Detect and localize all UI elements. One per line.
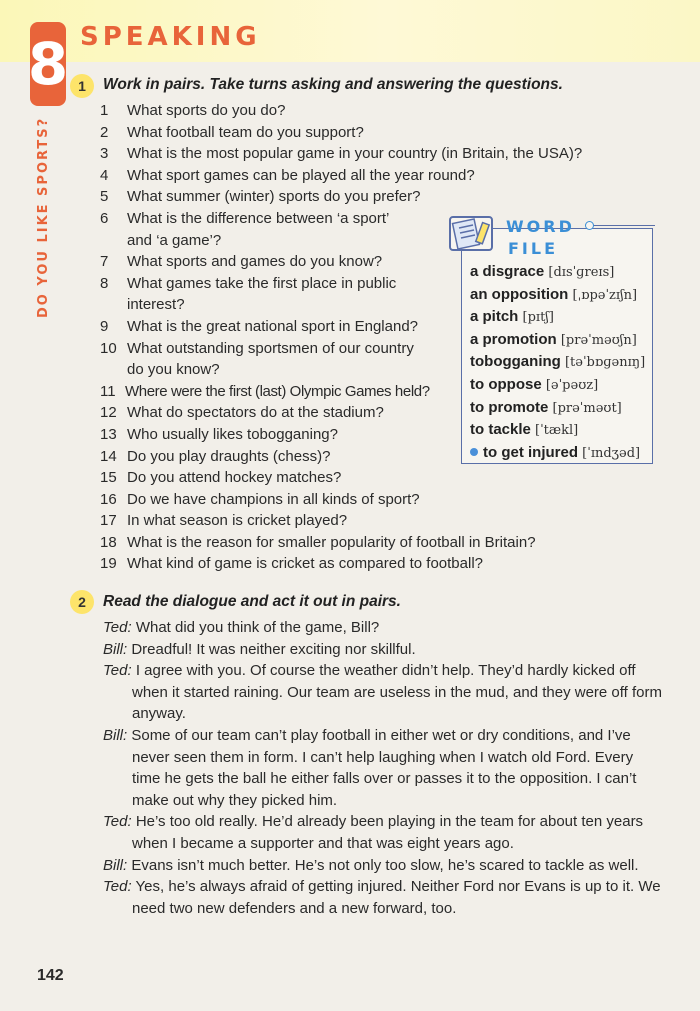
question-text: What sport games can be played all the year round?	[127, 166, 475, 184]
word-file-entry	[470, 284, 652, 307]
dialogue-turn	[103, 811, 663, 854]
word: a disgrace	[470, 263, 545, 280]
question-text: What is the reason for smaller popularity of football in Britain?	[127, 533, 536, 551]
list-item	[100, 510, 640, 532]
word: tobogganing	[470, 353, 561, 371]
word: to get injured	[483, 443, 578, 461]
question-number: 13	[100, 425, 117, 443]
word: a promotion	[470, 330, 557, 348]
list-item	[100, 532, 640, 554]
word-file-box	[461, 228, 653, 464]
dialogue	[103, 617, 663, 919]
question-number: 1	[100, 102, 109, 119]
section-title: SPEAKING	[80, 22, 261, 52]
list-item	[100, 467, 640, 489]
page-number: 142	[37, 967, 64, 984]
list-item	[100, 489, 640, 511]
word-file-dot	[585, 221, 594, 230]
question-text: Do you play draughts (chess)?	[127, 447, 331, 465]
question-text: What football team do you support?	[127, 123, 364, 141]
question-number: 7	[100, 253, 109, 271]
question-number: 6	[100, 209, 109, 227]
question-number: 15	[100, 469, 117, 487]
notebook-icon	[447, 213, 495, 253]
list-item	[100, 100, 640, 122]
dialogue-turn	[103, 639, 663, 661]
line-text: Some of our team can’t play football in either wet or dry conditions, and I’ve never seen them in form. I can’t help laughing when I watch old Ford. Every time he gets the ball he either falls over or passes it to the opposition. I can’t make out why they picked him.	[131, 726, 637, 809]
question-text: What is the most popular game in your country (in Britain, the USA)?	[127, 145, 583, 163]
speaker: Ted:	[103, 662, 132, 680]
speaker: Bill:	[103, 726, 128, 744]
pronunciation: [dɪsˈɡreɪs]	[548, 265, 615, 280]
question-text: What is the great national sport in England?	[127, 317, 419, 335]
question-number: 10	[100, 339, 117, 357]
line-text: I agree with you. Of course the weather didn’t help. They’d hardly kicked off when it started raining. Our team are useless in the mud, and they were off form anyway.	[132, 662, 662, 723]
word-file-rule	[589, 225, 655, 226]
task-2-badge: 2	[70, 590, 94, 614]
list-item	[100, 553, 640, 575]
word-file-entry	[470, 419, 652, 442]
question-text: What sports and games do you know?	[127, 253, 383, 271]
word: an opposition	[470, 285, 569, 303]
question-text: What sports do you do?	[127, 102, 286, 119]
task-2-title: Read the dialogue and act it out in pairs.	[103, 593, 401, 610]
pronunciation: [ˈɪndʒəd]	[582, 445, 641, 461]
pronunciation: [ˈtækl]	[535, 423, 579, 439]
speaker: Ted:	[103, 619, 132, 636]
word-file-entry	[470, 351, 652, 374]
list-item	[100, 165, 640, 187]
question-number: 2	[100, 123, 109, 141]
question-text: Do we have champions in all kinds of sport?	[127, 490, 420, 508]
pronunciation: [təˈbɒɡənɪŋ]	[564, 355, 646, 371]
question-text: Do you attend hockey matches?	[127, 469, 342, 487]
word: to tackle	[470, 421, 531, 439]
dialogue-turn	[103, 660, 663, 725]
question-number: 11	[100, 382, 116, 400]
question-number: 3	[100, 145, 109, 163]
question-number: 12	[100, 404, 117, 422]
line-text: What did you think of the game, Bill?	[135, 619, 380, 636]
word-file-entry	[470, 442, 652, 465]
speaker: Ted:	[103, 813, 132, 831]
task-1-badge: 1	[70, 74, 94, 98]
dialogue-turn	[103, 725, 663, 811]
list-item	[100, 143, 640, 165]
word: a pitch	[470, 308, 519, 326]
pronunciation: [pɪtʃ]	[522, 310, 554, 326]
question-text: What summer (winter) sports do you prefer?	[127, 188, 421, 206]
pronunciation: [prəˈməʊʃn]	[560, 332, 637, 348]
bullet-icon	[470, 448, 478, 456]
speaker: Bill:	[103, 640, 128, 658]
word-file-title: WORD FILE	[506, 217, 575, 258]
question-number: 16	[100, 490, 117, 508]
word-file-entry	[470, 329, 652, 352]
speaker: Ted:	[103, 878, 132, 896]
question-number: 5	[100, 188, 109, 206]
question-number: 14	[100, 447, 117, 465]
question-text: What games take the first place in public interest?	[127, 274, 397, 314]
pronunciation: [əˈpəʊz]	[545, 377, 599, 393]
speaker: Bill:	[103, 856, 128, 874]
dialogue-turn	[103, 617, 663, 639]
list-item	[100, 186, 640, 208]
pronunciation: [ˌɒpəˈzɪʃn]	[572, 287, 638, 303]
line-text: Yes, he’s always afraid of getting injured. Neither Ford nor Evans is up to it. We need two new defenders and a new forward, too.	[132, 878, 661, 917]
question-number: 4	[100, 166, 109, 184]
line-text: He’s too old really. He’d already been playing in the team for about ten years when I became a supporter and that was eight years ago.	[132, 813, 644, 852]
question-text: What is the difference between ‘a sport’ and ‘a game’?	[127, 209, 390, 249]
question-number: 17	[100, 512, 117, 530]
side-label: DO YOU LIKE SPORTS?	[36, 116, 51, 318]
question-text: What do spectators do at the stadium?	[127, 404, 384, 422]
question-number: 19	[100, 555, 117, 573]
word: to oppose	[470, 375, 542, 393]
word-file-entry	[470, 374, 652, 397]
word: to promote	[470, 398, 549, 416]
task-1-title: Work in pairs. Take turns asking and answering the questions.	[103, 76, 563, 93]
question-text: In what season is cricket played?	[127, 512, 348, 530]
question-text: Where were the first (last) Olympic Games held?	[125, 382, 430, 400]
question-number: 8	[100, 274, 109, 292]
dialogue-turn	[103, 876, 663, 919]
question-number: 9	[100, 317, 109, 335]
word-file-entry	[470, 306, 652, 329]
line-text: Dreadful! It was neither exciting nor skillful.	[131, 640, 416, 658]
question-text: What kind of game is cricket as compared to football?	[127, 555, 484, 573]
dialogue-turn	[103, 855, 663, 877]
question-text: What outstanding sportsmen of our country do you know?	[127, 339, 414, 379]
unit-number: 8	[30, 22, 66, 106]
word-file-entry	[470, 397, 652, 420]
word-file-entry	[470, 261, 652, 284]
line-text: Evans isn’t much better. He’s not only too slow, he’s scared to tackle as well.	[131, 856, 639, 874]
pronunciation: [prəˈməʊt]	[552, 400, 622, 416]
question-text: Who usually likes tobogganing?	[127, 425, 338, 443]
list-item	[100, 122, 640, 144]
question-number: 18	[100, 533, 117, 551]
